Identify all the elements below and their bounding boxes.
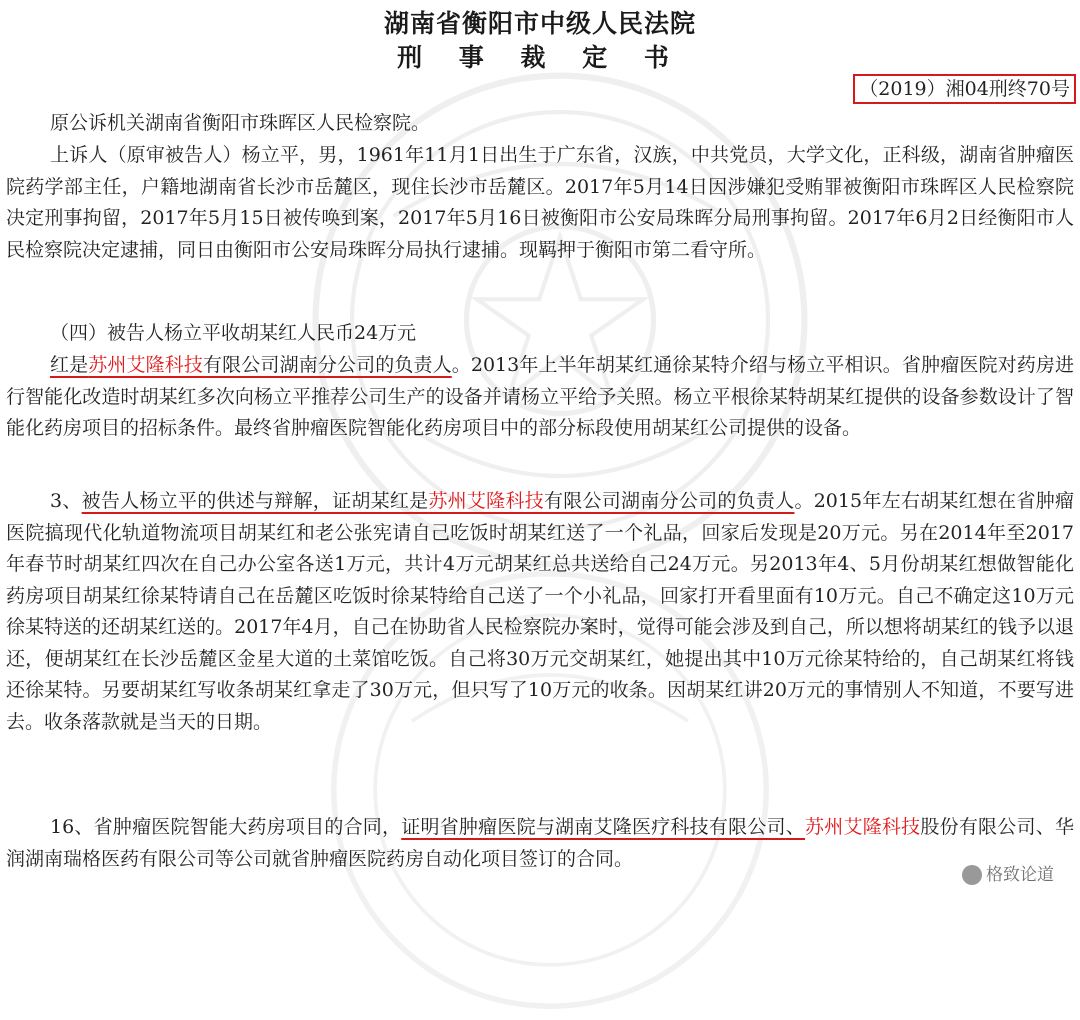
section-heading: （四）被告人杨立平收胡某红人民币24万元 [50,322,417,344]
document-type: 刑 事 裁 定 书 [397,43,683,72]
case-number: （2019）湘04刑终70号 [853,74,1076,104]
court-name: 湖南省衡阳市中级人民法院 [383,9,696,38]
wechat-watermark: 格致论道 [962,860,1054,885]
contract-paragraph: 16、省肿瘤医院智能大药房项目的合同，证明省肿瘤医院与湖南艾隆医疗科技有限公司、苏州艾隆科技股份有限公司、华润湖南瑞格医药有限公司等公司就省肿瘤医院药房自动化项目签订的合同。 [6,816,1074,870]
wechat-icon [962,865,982,885]
appellant-paragraph: 上诉人（原审被告人）杨立平，男，1961年11月1日出生于广东省，汉族，中共党员，大学文化，正科级，湖南省肿瘤医院药学部主任，户籍地湖南省长沙市岳麓区，现住长沙市岳麓区。2017年5月14日因涉嫌犯受贿罪被衡阳市珠晖区人民检察院决定刑事拘留，2017年5月15日被传唤到案，2017年5月16日被衡阳市公安局珠晖分局刑事拘留。2017年6月2日经衡阳市人民检察院决定逮捕，同日由衡阳市公安局珠晖分局执行逮捕。现羁押于衡阳市第二看守所。 [6,144,1074,261]
testimony-paragraph: 3、被告人杨立平的供述与辩解，证胡某红是苏州艾隆科技有限公司湖南分公司的负责人。2015年左右胡某红想在省肿瘤医院搞现代化轨道物流项目胡某红和老公张宪请自己吃饭时胡某红送了一个礼品，回家后发现是20万元。另在2014年至2017年春节时胡某红四次在自己办公室各送1万元，共计4万元胡某红总共送给自己24万元。另2013年4、5月份胡某红想做智能化药房项目胡某红徐某特请自己在岳麓区吃饭时徐某特给自己送了一个小礼品，回家打开看里面有10万元。自己不确定这10万元徐某特送的还胡某红送的。2017年4月，自己在协助省人民检察院办案时，觉得可能会涉及到自己，所以想将胡某红的钱予以退还，便胡某红在长沙岳麓区金星大道的土菜馆吃饭。自己将30万元交胡某红，她提出其中10万元徐某特给的，自己胡某红将钱还徐某特。另要胡某红写收条胡某红拿走了30万元，但只写了10万元的收条。因胡某红讲20万元的事情别人不知道，不要写进去。收条落款就是当天的日期。 [6,490,1074,733]
section-four-paragraph: 红是苏州艾隆科技有限公司湖南分公司的负责人。2013年上半年胡某红通徐某特介绍与杨立平相识。省肿瘤医院对药房进行智能化改造时胡某红多次向杨立平推荐公司生产的设备并请杨立平给予关照。杨立平根徐某特胡某红提供的设备参数设计了智能化药房项目的招标条件。最终省肿瘤医院智能化药房项目中的部分标段使用胡某红公司提供的设备。 [6,354,1074,439]
prosecutor-paragraph: 原公诉机关湖南省衡阳市珠晖区人民检察院。 [50,112,431,134]
